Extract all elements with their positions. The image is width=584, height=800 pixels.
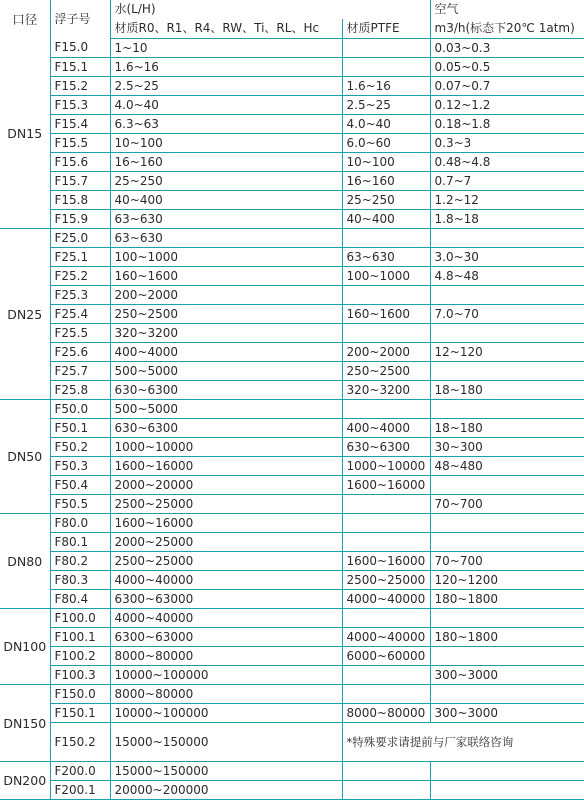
ptfe-cell: [342, 324, 430, 343]
ptfe-cell: 630~6300: [342, 438, 430, 457]
air-cell: [430, 476, 584, 495]
ptfe-cell: 40~400: [342, 210, 430, 229]
float-cell: F80.3: [50, 571, 110, 590]
ptfe-cell: [342, 762, 430, 781]
float-cell: F150.2: [50, 723, 110, 762]
float-cell: F15.6: [50, 153, 110, 172]
air-cell: 0.12~1.2: [430, 96, 584, 115]
float-cell: F15.2: [50, 77, 110, 96]
ptfe-cell: 250~2500: [342, 362, 430, 381]
table-row: [0, 400, 584, 419]
air-cell: 300~3000: [430, 704, 584, 723]
float-cell: F25.3: [50, 286, 110, 305]
ptfe-cell: 400~4000: [342, 419, 430, 438]
water-cell: 630~6300: [110, 419, 342, 438]
ptfe-cell: [342, 286, 430, 305]
air-cell: 0.05~0.5: [430, 58, 584, 77]
float-cell: F100.3: [50, 666, 110, 685]
float-cell: F25.6: [50, 343, 110, 362]
table-row: [0, 172, 584, 191]
float-cell: F15.4: [50, 115, 110, 134]
air-cell: [430, 324, 584, 343]
water-cell: 2500~25000: [110, 552, 342, 571]
ptfe-cell: 4000~40000: [342, 628, 430, 647]
table-row: [0, 77, 584, 96]
water-cell: 1~10: [110, 39, 342, 58]
float-cell: F25.7: [50, 362, 110, 381]
ptfe-cell: 6.0~60: [342, 134, 430, 153]
ptfe-cell: 8000~80000: [342, 704, 430, 723]
header-water: 水(L/H): [110, 0, 430, 19]
table-row: [0, 781, 584, 800]
air-cell: [430, 781, 584, 800]
table-row: [0, 286, 584, 305]
ptfe-cell: 63~630: [342, 248, 430, 267]
air-cell: 0.07~0.7: [430, 77, 584, 96]
table-row: [0, 533, 584, 552]
float-cell: F25.5: [50, 324, 110, 343]
air-cell: [430, 609, 584, 628]
table-row: [0, 267, 584, 286]
table-row: [0, 647, 584, 666]
air-cell: [430, 400, 584, 419]
ptfe-cell: 100~1000: [342, 267, 430, 286]
ptfe-cell: [342, 781, 430, 800]
table-row: [0, 210, 584, 229]
air-cell: 70~700: [430, 552, 584, 571]
air-cell: 48~480: [430, 457, 584, 476]
water-cell: 1600~16000: [110, 457, 342, 476]
float-cell: F100.1: [50, 628, 110, 647]
air-cell: 180~1800: [430, 628, 584, 647]
float-cell: F25.1: [50, 248, 110, 267]
ptfe-cell: 6000~60000: [342, 647, 430, 666]
ptfe-cell: [342, 495, 430, 514]
water-cell: 4.0~40: [110, 96, 342, 115]
caliber-cell: DN200: [0, 762, 50, 800]
water-cell: 2000~20000: [110, 476, 342, 495]
float-cell: F50.5: [50, 495, 110, 514]
table-row: [0, 419, 584, 438]
water-cell: 20000~200000: [110, 781, 342, 800]
table-row: [0, 39, 584, 58]
header-caliber: 口径: [12, 11, 38, 27]
ptfe-cell: 160~1600: [342, 305, 430, 324]
water-cell: 100~1000: [110, 248, 342, 267]
table-row: [0, 153, 584, 172]
ptfe-cell: 1.6~16: [342, 77, 430, 96]
float-cell: F100.0: [50, 609, 110, 628]
float-cell: F150.1: [50, 704, 110, 723]
table-row: [0, 362, 584, 381]
water-cell: 400~4000: [110, 343, 342, 362]
air-cell: 4.8~48: [430, 267, 584, 286]
water-cell: 500~5000: [110, 362, 342, 381]
ptfe-cell: 25~250: [342, 191, 430, 210]
float-cell: F50.4: [50, 476, 110, 495]
caliber-cell: DN25: [0, 229, 50, 400]
water-cell: 15000~150000: [110, 762, 342, 781]
ptfe-cell: [342, 685, 430, 704]
air-cell: 120~1200: [430, 571, 584, 590]
table-row: [0, 134, 584, 153]
air-cell: [430, 229, 584, 248]
caliber-cell: DN150: [0, 685, 50, 762]
float-cell: F150.0: [50, 685, 110, 704]
water-cell: 2500~25000: [110, 495, 342, 514]
table-row: [0, 609, 584, 628]
table-row: [0, 324, 584, 343]
table-row: [0, 628, 584, 647]
table-row: [0, 58, 584, 77]
ptfe-cell: 1000~10000: [342, 457, 430, 476]
ptfe-cell: 320~3200: [342, 381, 430, 400]
float-cell: F200.0: [50, 762, 110, 781]
water-cell: 1600~16000: [110, 514, 342, 533]
water-cell: 63~630: [110, 210, 342, 229]
ptfe-cell: 1600~16000: [342, 476, 430, 495]
table-row: [0, 115, 584, 134]
table-row: [0, 590, 584, 609]
air-cell: 18~180: [430, 381, 584, 400]
air-cell: 3.0~30: [430, 248, 584, 267]
water-cell: 6300~63000: [110, 628, 342, 647]
ptfe-cell: [342, 533, 430, 552]
air-cell: 0.3~3: [430, 134, 584, 153]
header-material-r: 材质R0、R1、R4、RW、Ti、RL、Hc: [110, 19, 342, 39]
float-cell: F15.7: [50, 172, 110, 191]
table-row: [0, 191, 584, 210]
air-cell: [430, 533, 584, 552]
float-cell: F15.8: [50, 191, 110, 210]
air-cell: [430, 286, 584, 305]
water-cell: 200~2000: [110, 286, 342, 305]
float-cell: F25.8: [50, 381, 110, 400]
air-cell: [430, 362, 584, 381]
float-cell: F80.0: [50, 514, 110, 533]
water-cell: 630~6300: [110, 381, 342, 400]
table-row: [0, 571, 584, 590]
float-cell: F80.4: [50, 590, 110, 609]
ptfe-cell: [342, 514, 430, 533]
ptfe-cell: 16~160: [342, 172, 430, 191]
caliber-cell: DN80: [0, 514, 50, 609]
water-cell: 40~400: [110, 191, 342, 210]
water-cell: 2.5~25: [110, 77, 342, 96]
air-cell: 0.48~4.8: [430, 153, 584, 172]
water-cell: 16~160: [110, 153, 342, 172]
table-row: [0, 457, 584, 476]
air-cell: 0.18~1.8: [430, 115, 584, 134]
air-cell: 12~120: [430, 343, 584, 362]
header-material-ptfe: 材质PTFE: [342, 19, 430, 39]
table-header: [0, 0, 584, 39]
water-cell: 4000~40000: [110, 609, 342, 628]
ptfe-cell: 4.0~40: [342, 115, 430, 134]
water-cell: 160~1600: [110, 267, 342, 286]
table-row: [0, 685, 584, 704]
special-note: *特殊要求请提前与厂家联络咨询: [342, 723, 584, 762]
water-cell: 320~3200: [110, 324, 342, 343]
table-row: [0, 438, 584, 457]
float-cell: F25.4: [50, 305, 110, 324]
air-cell: 18~180: [430, 419, 584, 438]
ptfe-cell: [342, 39, 430, 58]
table-row: [0, 704, 584, 723]
water-cell: 10000~100000: [110, 704, 342, 723]
float-cell: F15.9: [50, 210, 110, 229]
water-cell: 10~100: [110, 134, 342, 153]
table-row: [0, 514, 584, 533]
air-cell: 0.03~0.3: [430, 39, 584, 58]
ptfe-cell: 10~100: [342, 153, 430, 172]
air-cell: [430, 762, 584, 781]
air-cell: [430, 647, 584, 666]
air-cell: 300~3000: [430, 666, 584, 685]
table-row: [0, 343, 584, 362]
water-cell: 500~5000: [110, 400, 342, 419]
ptfe-cell: [342, 609, 430, 628]
water-cell: 25~250: [110, 172, 342, 191]
float-cell: F15.5: [50, 134, 110, 153]
air-cell: 1.2~12: [430, 191, 584, 210]
float-cell: F15.0: [50, 39, 110, 58]
table-body: [0, 39, 584, 800]
air-cell: 30~300: [430, 438, 584, 457]
float-cell: F25.2: [50, 267, 110, 286]
water-cell: 8000~80000: [110, 685, 342, 704]
ptfe-cell: [342, 666, 430, 685]
ptfe-cell: [342, 58, 430, 77]
table-row: [0, 552, 584, 571]
float-cell: F200.1: [50, 781, 110, 800]
ptfe-cell: [342, 400, 430, 419]
air-cell: 70~700: [430, 495, 584, 514]
float-cell: F15.1: [50, 58, 110, 77]
water-cell: 63~630: [110, 229, 342, 248]
table-row: [0, 666, 584, 685]
table-row: [0, 762, 584, 781]
ptfe-cell: 1600~16000: [342, 552, 430, 571]
caliber-cell: DN15: [0, 39, 50, 229]
air-cell: 180~1800: [430, 590, 584, 609]
float-cell: F100.2: [50, 647, 110, 666]
air-cell: 1.8~18: [430, 210, 584, 229]
table-row: [0, 305, 584, 324]
ptfe-cell: 200~2000: [342, 343, 430, 362]
float-cell: F50.2: [50, 438, 110, 457]
float-cell: F50.3: [50, 457, 110, 476]
table-row: [0, 381, 584, 400]
caliber-cell: DN50: [0, 400, 50, 514]
water-cell: 1.6~16: [110, 58, 342, 77]
float-cell: F15.3: [50, 96, 110, 115]
table-row: [0, 476, 584, 495]
float-cell: F80.1: [50, 533, 110, 552]
float-cell: F25.0: [50, 229, 110, 248]
table-row: [0, 723, 584, 762]
water-cell: 1000~10000: [110, 438, 342, 457]
air-cell: 7.0~70: [430, 305, 584, 324]
float-cell: F80.2: [50, 552, 110, 571]
table-row: [0, 229, 584, 248]
ptfe-cell: 2.5~25: [342, 96, 430, 115]
table-row: [0, 96, 584, 115]
water-cell: 250~2500: [110, 305, 342, 324]
header-air-unit: m3/h(标态下20℃ 1atm): [430, 19, 584, 39]
air-cell: [430, 685, 584, 704]
water-cell: 15000~150000: [110, 723, 342, 762]
water-cell: 6300~63000: [110, 590, 342, 609]
air-cell: [430, 514, 584, 533]
ptfe-cell: 4000~40000: [342, 590, 430, 609]
caliber-cell: DN100: [0, 609, 50, 685]
water-cell: 8000~80000: [110, 647, 342, 666]
water-cell: 10000~100000: [110, 666, 342, 685]
ptfe-cell: [342, 229, 430, 248]
header-air: 空气: [430, 0, 584, 19]
ptfe-cell: 2500~25000: [342, 571, 430, 590]
air-cell: 0.7~7: [430, 172, 584, 191]
water-cell: 6.3~63: [110, 115, 342, 134]
water-cell: 2000~25000: [110, 533, 342, 552]
float-cell: F50.0: [50, 400, 110, 419]
table-row: [0, 248, 584, 267]
water-cell: 4000~40000: [110, 571, 342, 590]
header-float-no: 浮子号: [50, 0, 110, 39]
table-row: [0, 495, 584, 514]
float-cell: F50.1: [50, 419, 110, 438]
